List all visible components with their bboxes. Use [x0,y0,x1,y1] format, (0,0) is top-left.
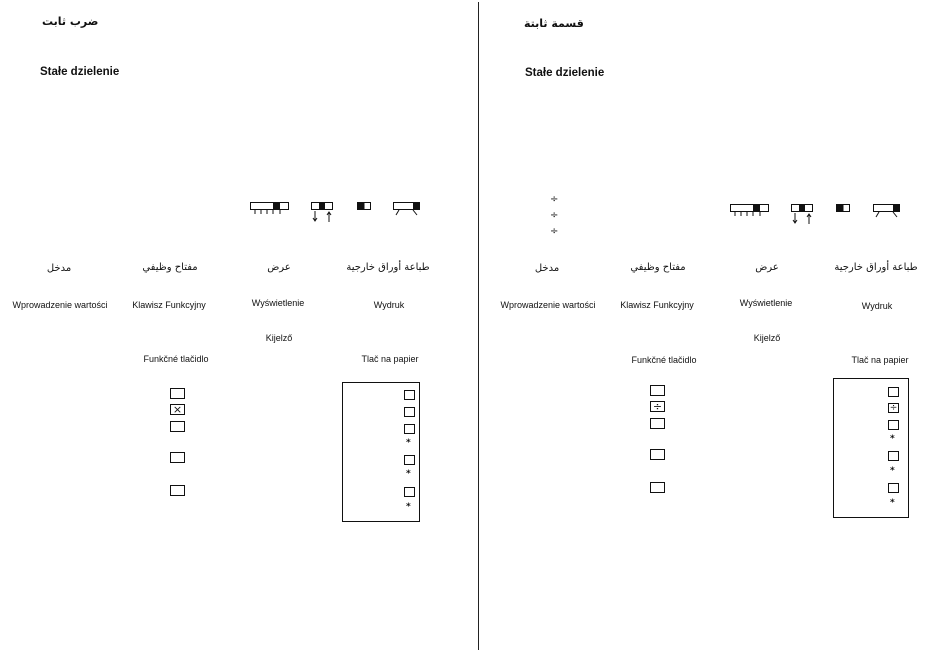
tape-entry-box [888,387,899,397]
col-entry-ar: مدخل [46,263,72,274]
tape-entry-box [888,451,899,461]
col-display-ar: عرض [755,262,779,273]
col-display-hu: Kijelző [753,333,781,343]
col-function-key-ar: مفتاح وظيفي [630,262,686,273]
decimal-switch-icon [730,203,770,219]
col-print: Wydruk [861,301,893,311]
tape-entry-box [888,483,899,493]
col-entry: Wprowadzenie wartości [500,300,596,310]
col-display-hu: Kijelző [265,333,293,343]
col-function-key-sk: Funkčné tlačidlo [143,354,209,364]
page-right [478,0,950,657]
tape-total-star: * [890,498,895,508]
function-key [650,482,665,493]
function-key [170,421,185,432]
tape-total-star: * [406,469,411,479]
tape-total-star: * [890,466,895,476]
section-title: Stałe dzielenie [40,66,120,78]
col-function-key-ar: مفتاح وظيفي [142,262,198,273]
divide-key: ÷ [650,401,665,412]
col-print-ar: طباعة أوراق خارجية [346,262,430,273]
col-print: Wydruk [373,300,405,310]
tape-entry-box [404,487,415,497]
divide-symbol: ÷ [550,210,559,221]
tape-entry-box [404,455,415,465]
function-key [170,485,185,496]
col-display: Wyświetlenie [739,298,793,308]
tape-total-star: * [406,438,411,448]
rounding-switch-icon [311,201,335,225]
mode-switch-icon [836,203,852,213]
paper-tape [342,382,420,522]
col-display: Wyświetlenie [251,298,305,308]
col-function-key-sk: Funkčné tlačidlo [631,355,697,365]
function-key [650,418,665,429]
divide-symbol: ÷ [550,226,559,237]
paper-tape [833,378,909,518]
print-switch-icon [873,203,903,219]
arabic-title: قسمة ثابتة [524,17,584,30]
col-print-ar: طباعة أوراق خارجية [834,262,918,273]
tape-entry-box [404,407,415,417]
function-key [170,388,185,399]
decimal-switch-icon [250,201,290,217]
mode-switch-icon [357,201,373,211]
section-title: Stałe dzielenie [525,67,605,79]
arabic-title: ضرب ثابت [42,15,99,28]
rounding-switch-icon [791,203,815,227]
function-key [170,452,185,463]
print-switch-icon [393,201,423,217]
col-function-key: Klawisz Funkcyjny [132,300,206,310]
tape-total-star: * [406,502,411,512]
col-display-ar: عرض [267,262,291,273]
col-entry-ar: مدخل [534,263,560,274]
multiply-key: × [170,404,185,415]
divide-symbol: ÷ [550,194,559,205]
function-key [650,385,665,396]
tape-entry-box [404,390,415,400]
tape-entry-box [888,420,899,430]
tape-total-star: * [890,434,895,444]
col-function-key: Klawisz Funkcyjny [620,300,694,310]
col-entry: Wprowadzenie wartości [12,300,108,310]
tape-divide-box: ÷ [889,403,898,413]
function-key [650,449,665,460]
col-print-sk: Tlač na papier [851,355,909,365]
col-print-sk: Tlač na papier [361,354,419,364]
tape-entry-box [404,424,415,434]
